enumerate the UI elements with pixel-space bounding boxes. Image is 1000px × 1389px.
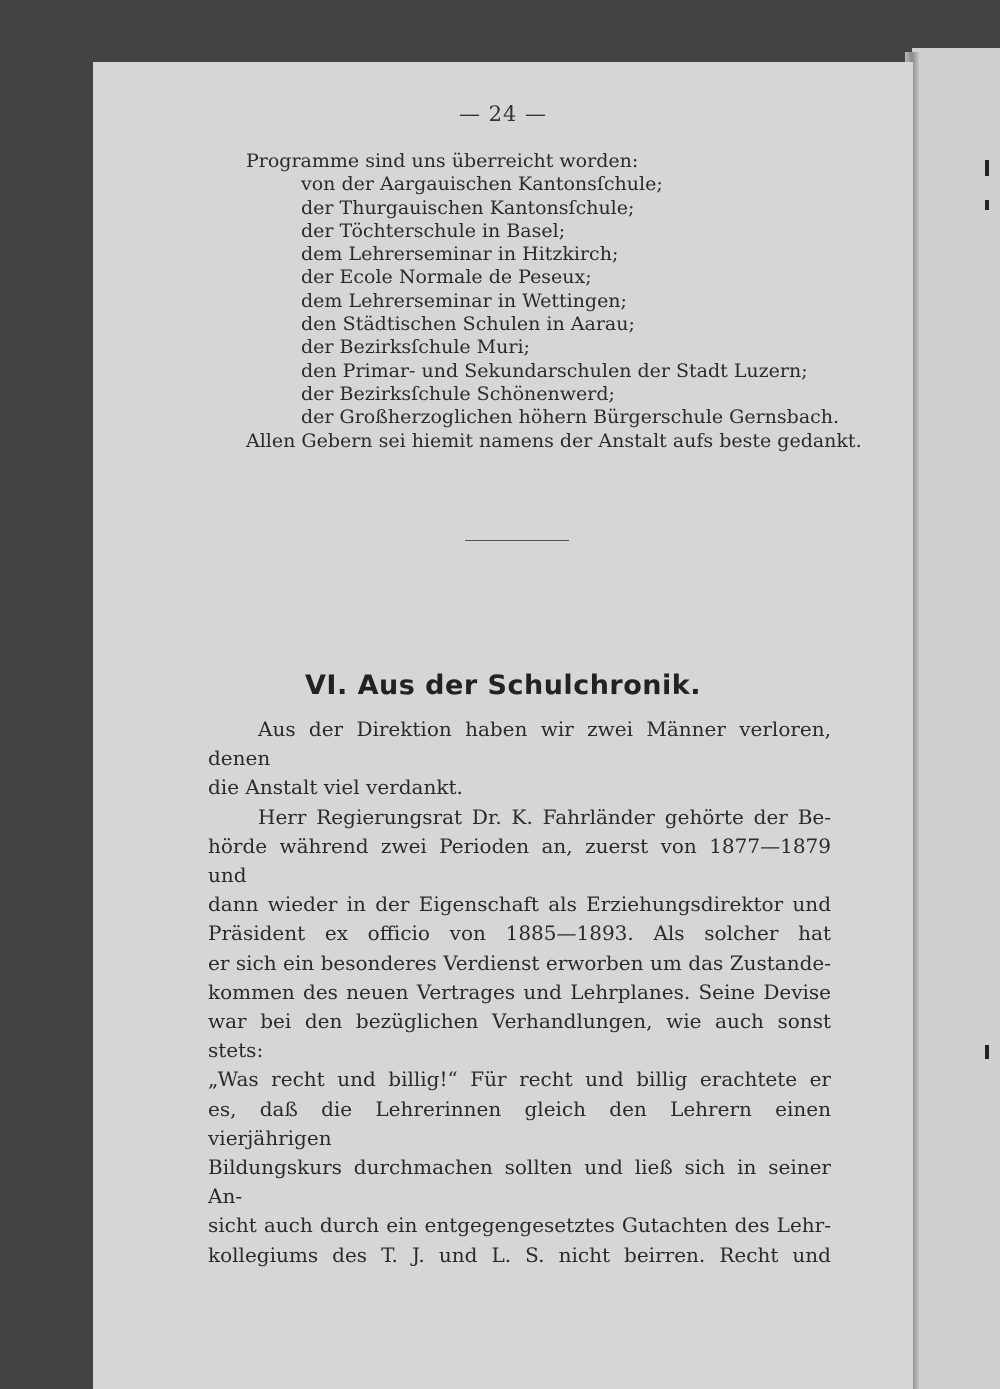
facing-page-glyph <box>985 1045 989 1059</box>
body-line: es, daß die Lehrerinnen gleich den Lehrern einen vierjährigen <box>208 1096 831 1150</box>
body-line: er sich ein besonderes Verdienst erworben um das Zustande- <box>208 950 831 975</box>
program-item: der Bezirksſchule Muri; <box>301 336 530 359</box>
program-item: der Töchterschule in Basel; <box>301 219 566 242</box>
facing-page-glyph <box>985 160 989 176</box>
page-number: — 24 — <box>458 102 548 126</box>
facing-page-glyph <box>985 200 989 210</box>
body-line: hörde während zwei Perioden an, zuerst von 1877—1879 und <box>208 833 831 888</box>
program-item: der Thurgauischen Kantonsſchule; <box>301 196 635 219</box>
program-item: von der Aargauischen Kantonsſchule; <box>301 173 663 196</box>
body-line: sicht auch durch ein entgegengesetztes Gutachten des Lehr- <box>208 1213 831 1238</box>
program-item: der Ecole Normale de Peseux; <box>301 266 592 289</box>
thanks-line: Allen Gebern sei hiemit namens der Anstalt aufs beste gedankt. <box>246 429 862 452</box>
body-line: kommen des neuen Vertrages und Lehrplanes. Seine Devise <box>208 979 831 1004</box>
facing-page-edge <box>912 48 1000 1389</box>
body-line: war bei den bezüglichen Verhandlungen, wie auch sonst stets: <box>208 1009 831 1063</box>
programs-list <box>246 150 906 453</box>
program-item: den Primar- und Sekundarschulen der Stadt Luzern; <box>301 359 808 382</box>
programs-intro: Programme sind uns überreicht worden: <box>246 150 639 172</box>
program-item: dem Lehrerseminar in Wettingen; <box>301 289 627 312</box>
body-line: Bildungskurs durchmachen sollten und ließ sich in seiner An- <box>208 1155 831 1209</box>
body-line: die Anstalt viel verdankt. <box>208 775 463 800</box>
program-item: dem Lehrerseminar in Hitzkirch; <box>301 243 619 266</box>
document-page <box>93 62 913 1389</box>
body-line: dann wieder in der Eigenschaft als Erziehungsdirektor und <box>208 892 831 917</box>
body-line: kollegiums des T. J. und L. S. nicht beirren. Recht und <box>208 1242 831 1267</box>
body-line: Aus der Direktion haben wir zwei Männer verloren, denen <box>208 717 831 771</box>
section-heading: VI. Aus der Schulchronik. <box>305 670 701 701</box>
body-text <box>208 715 831 1270</box>
body-line: Herr Regierungsrat Dr. K. Fahrländer gehörte der Be- <box>258 804 831 829</box>
section-divider <box>465 540 569 541</box>
program-item: der Großherzoglichen höhern Bürgerschule Gernsbach. <box>301 406 840 429</box>
body-line: „Was recht und billig!“ Für recht und billig erachtete er <box>208 1067 831 1092</box>
body-line: Präsident ex officio von 1885—1893. Als solcher hat <box>208 921 831 946</box>
program-item: der Bezirksſchule Schönenwerd; <box>301 382 615 405</box>
program-item: den Städtischen Schulen in Aarau; <box>301 313 635 336</box>
